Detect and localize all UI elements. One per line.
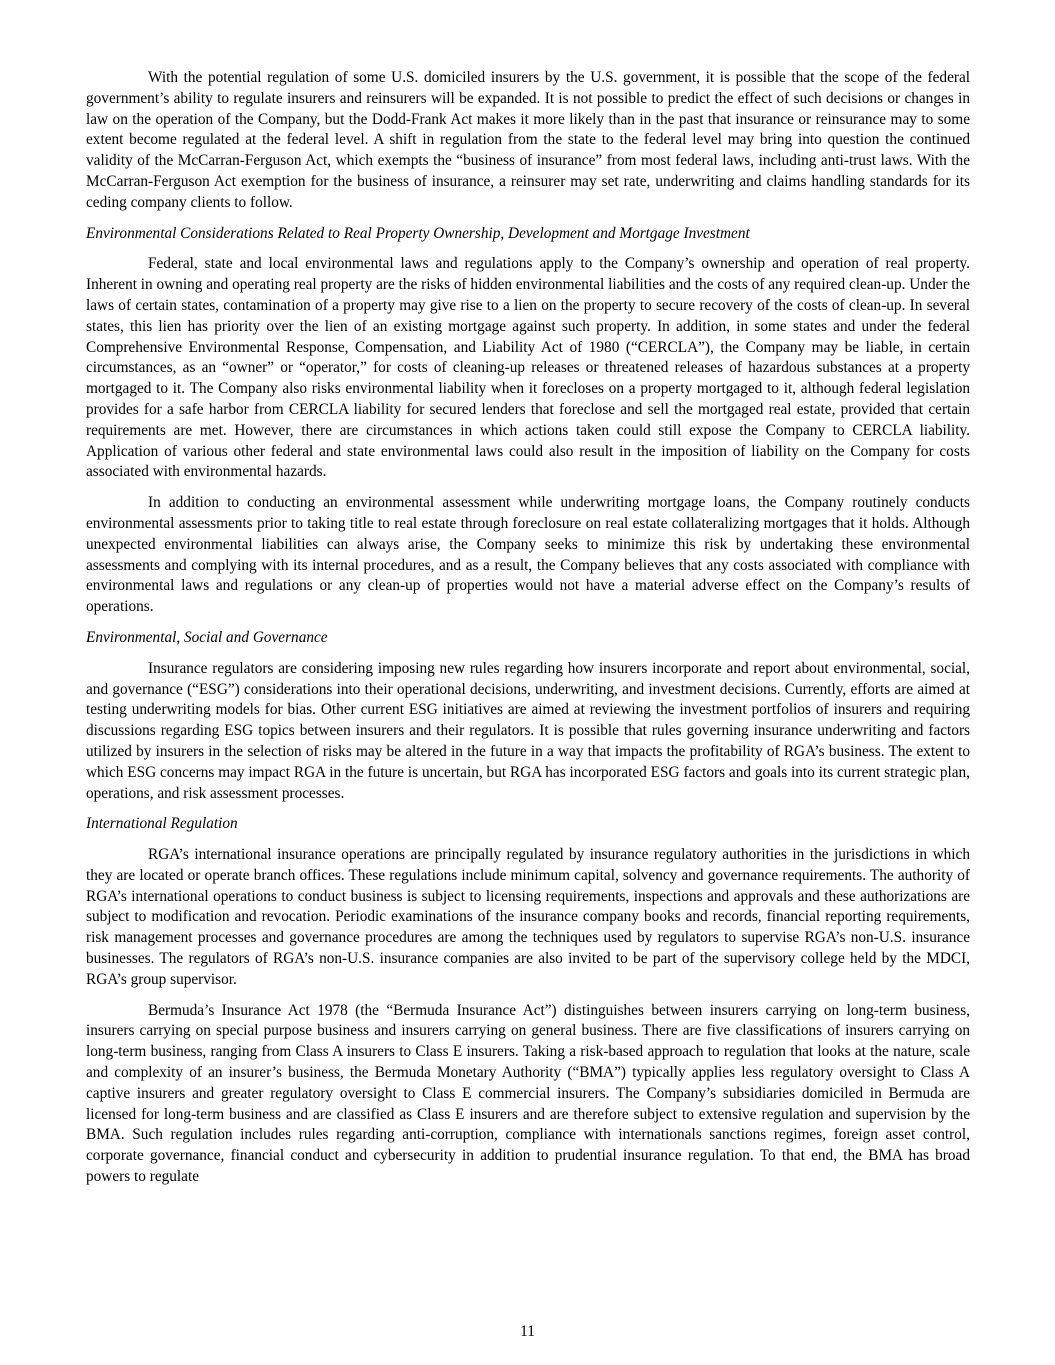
heading-international-regulation: International Regulation [86,815,238,833]
paragraph-environmental-laws: Federal, state and local environmental laws and regulations apply to the Company’s ownership and operation of real property. Inherent in owning and operating real property are the risks of hidden environmental liabilities and the costs of any required clean-up. Under the laws of certain states, contamination of a property may give rise to a lien on the property to secure recovery of the costs of clean-up. In several states, this lien has priority over the lien of an existing mortgage against such property. In addition, in some states and under the federal Comprehensive Environmental Response, Compensation, and Liability Act of 1980 (“CERCLA”), the Company may be liable, in certain circumstances, as an “owner” or “operator,” for costs of cleaning-up releases or threatened releases of hazardous substances at a property mortgaged to it. The Company also risks environmental liability when it forecloses on a property mortgaged to it, although federal legislation provides for a safe harbor from CERCLA liability for secured lenders that foreclose and sell the mortgaged real estate, provided that certain requirements are met. However, there are circumstances in which actions taken could still expose the Company to CERCLA liability. Application of various other federal and state environmental laws could also result in the imposition of liability on the Company for costs associated with environmental hazards. [86,255,970,481]
paragraph-international-operations: RGA’s international insurance operations are principally regulated by insurance regulatory authorities in the jurisdictions in which they are located or operate branch offices. These regulations include minimum capital, solvency and governance requirements. The authority of RGA’s international operations to conduct business is subject to licensing requirements, inspections and approvals and these authorizations are subject to modification and revocation. Periodic examinations of the insurance company books and records, financial reporting requirements, risk management processes and governance procedures are among the techniques used by regulators to supervise RGA’s non-U.S. insurance businesses. The regulators of RGA’s non-U.S. insurance companies are also invited to be part of the supervisory college held by the MDCI, RGA’s group supervisor. [86,846,970,988]
page-number: 11 [520,1323,535,1340]
heading-environmental-considerations: Environmental Considerations Related to Real Property Ownership, Development and Mortgage Investment [86,224,750,242]
heading-esg: Environmental, Social and Governance [86,628,328,646]
paragraph-bermuda-insurance-act: Bermuda’s Insurance Act 1978 (the “Bermuda Insurance Act”) distinguishes between insurers carrying on long-term business, insurers carrying on special purpose business and insurers carrying on general business. There are five classifications of insurers carrying on long-term business, ranging from Class A insurers to Class E insurers. Taking a risk-based approach to regulation that looks at the nature, scale and complexity of an insurer’s business, the Bermuda Monetary Authority (“BMA”) typically applies less regulatory oversight to Class A captive insurers and greater regulatory oversight to Class E commercial insurers. The Company’s subsidiaries domiciled in Bermuda are licensed for long-term business and are classified as Class E insurers and are therefore subject to extensive regulation and supervision by the BMA. Such regulation includes rules regarding anti-corruption, compliance with internationals sanctions regimes, foreign asset control, corporate governance, financial conduct and cybersecurity in addition to prudential insurance regulation. To that end, the BMA has broad powers to regulate [86,1001,970,1186]
paragraph-environmental-assessment: In addition to conducting an environmental assessment while underwriting mortgage loans, the Company routinely conducts environmental assessments prior to taking title to real estate through foreclosure on real estate collateralizing mortgages that it holds. Although unexpected environmental liabilities can always arise, the Company seeks to minimize this risk by undertaking these environmental assessments and complying with its internal procedures, and as a result, the Company believes that any costs associated with compliance with environmental laws and regulations or any clean-up of properties would not have a material adverse effect on the Company’s results of operations. [86,494,970,616]
paragraph-federal-regulation: With the potential regulation of some U.S. domiciled insurers by the U.S. government, it is possible that the scope of the federal government’s ability to regulate insurers and reinsurers will be expanded. It is not possible to predict the effect of such decisions or changes in law on the operation of the Company, but the Dodd-Frank Act makes it more likely than in the past that insurance or reinsurance may to some extent become regulated at the federal level. A shift in regulation from the state to the federal level may bring into question the continued validity of the McCarran-Ferguson Act, which exempts the “business of insurance” from most federal laws, including anti-trust laws. With the McCarran-Ferguson Act exemption for the business of insurance, a reinsurer may set rate, underwriting and claims handling standards for its ceding company clients to follow. [86,69,970,211]
document-body [86,68,970,1198]
paragraph-esg: Insurance regulators are considering imposing new rules regarding how insurers incorporate and report about environmental, social, and governance (“ESG”) considerations into their operational decisions, underwriting, and investment decisions. Currently, efforts are aimed at testing underwriting models for bias. Other current ESG initiatives are aimed at reviewing the investment portfolios of insurers and requiring discussions regarding ESG topics between insurers and their regulators. It is possible that rules governing insurance underwriting and factors utilized by insurers in the selection of risks may be altered in the future in a way that impacts the profitability of RGA’s business. The extent to which ESG concerns may impact RGA in the future is uncertain, but RGA has incorporated ESG factors and goals into its current strategic plan, operations, and risk assessment processes. [86,659,970,802]
